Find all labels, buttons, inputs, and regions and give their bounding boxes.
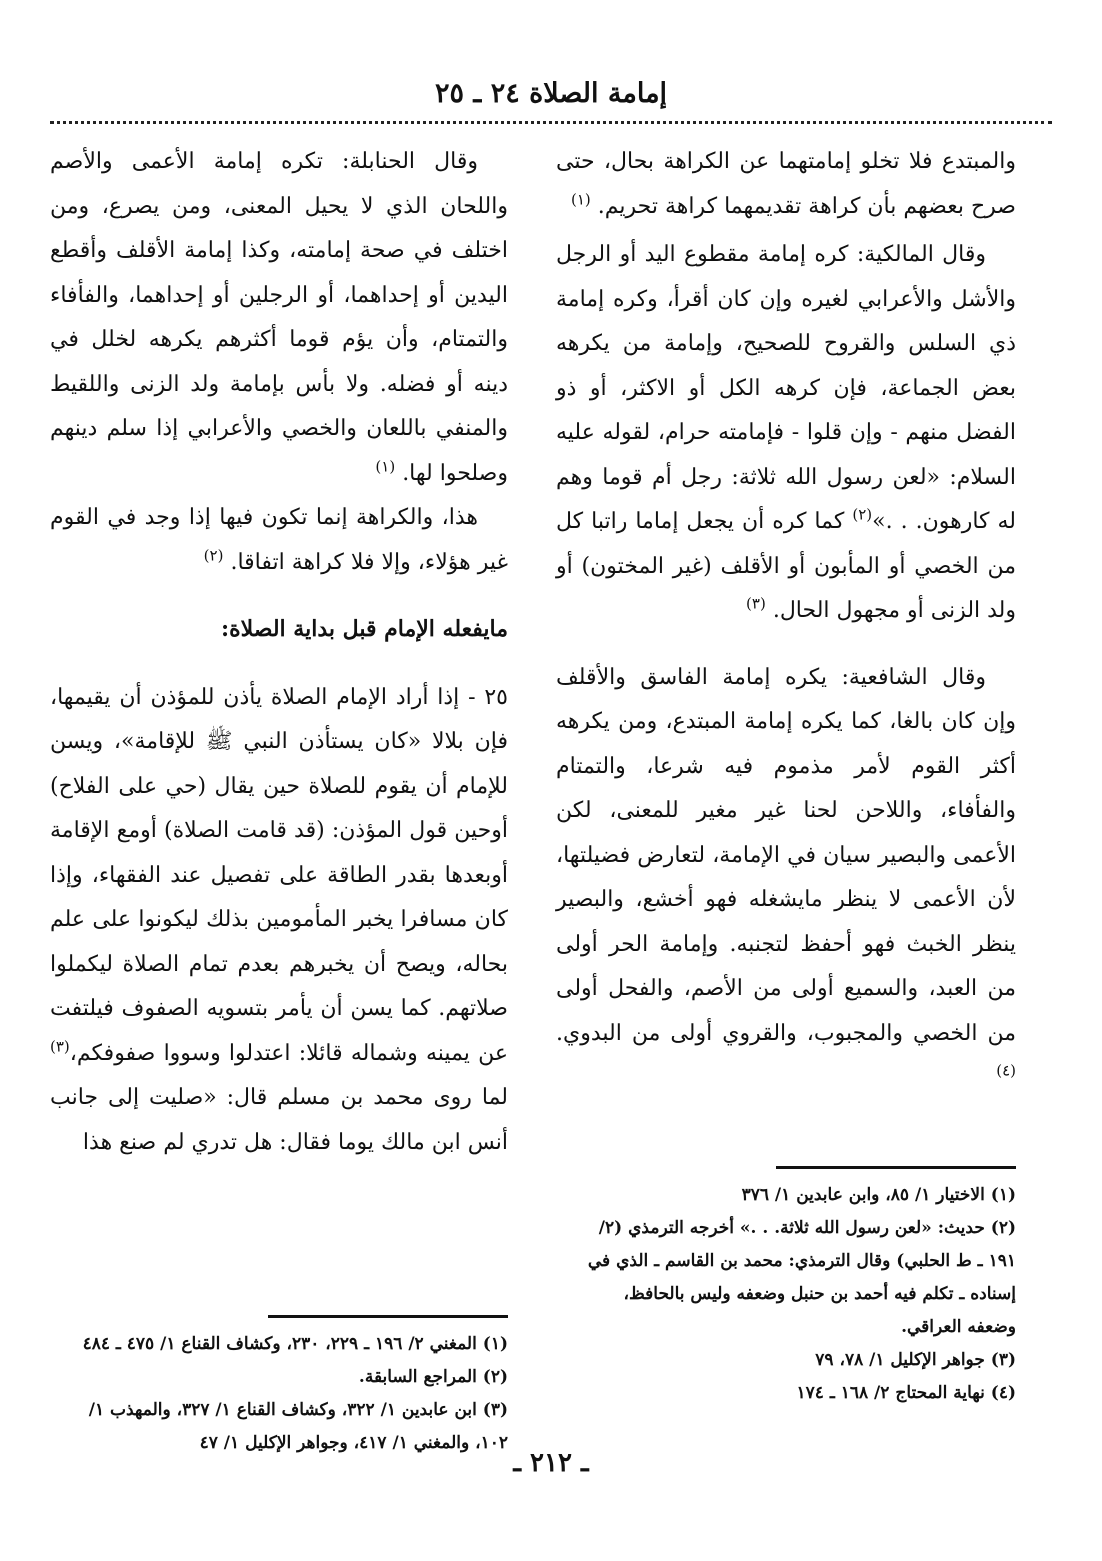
right-paragraph-1: والمبتدع فلا تخلو إمامتهما عن الكراهة بحال، حتى صرح بعضهم بأن كراهة تقديمهما كراهة تحريم. $^{(١)}$ <box>556 149 1016 219</box>
footnotes-left <box>50 1315 508 1460</box>
footnote: (١) المغني ٢/ ١٩٦ ـ ٢٢٩، ٢٣٠، وكشاف القناع ١/ ٤٧٥ ـ ٤٨٤ <box>82 1334 508 1354</box>
header-dotted-divider <box>50 121 1052 124</box>
footnote-ref: (٣) <box>746 594 766 613</box>
left-paragraph-karaha: هذا، والكراهة إنما تكون فيها إذا وجد في القوم غير هؤلاء، وإلا فلا كراهة اتفاقا. $^{(٢)}$ <box>50 505 508 575</box>
footnote-ref: (٢) <box>203 546 224 565</box>
right-paragraph-malikiyya: وقال المالكية: كره إمامة مقطوع اليد أو الرجل والأشل والأعرابي لغيره وإن كان أقرأ، وكره إمامة ذي السلس والقروح للصحيح، وإمامة من يكرهه بعض الجماعة، فإن كرهه الكل أو الاكثر، أو ذو الفضل منهم - وإن قلوا - فإمامته حرام، لقوله عليه السلام: «لعن رسول الله ثلاثة: رجل أم قوما وهم له كارهون. . .»$^{(٢)}$ كما كره أن يجعل إماما راتبا كل من الخصي أو المأبون أو الأقلف (غير المختون) أو ولد الزنى أو مجهول الحال. $^{(٣)}$ <box>556 242 1017 623</box>
right-column <box>556 140 1016 1101</box>
footnote-ref: (١) <box>375 457 396 476</box>
left-paragraph-hanabila: وقال الحنابلة: تكره إمامة الأعمى والأصم واللحان الذي لا يحيل المعنى، ومن يصرع، ومن اختلف في صحة إمامته، وكذا إمامة الأقلف وأقطع اليدين أو إحداهما، أو الرجلين أو إحداهما، والفأفاء والتمتام، وأن يؤم قوما أكثرهم يكرهه لخلل في دينه أو فضله. ولا بأس بإمامة ولد الزنى واللقيط والمنفي باللعان والخصي والأعرابي إذا سلم دينهم وصلحوا لها. $^{(١)}$ <box>50 149 508 486</box>
footnote: (٢) المراجع السابقة. <box>358 1367 508 1387</box>
footnote-ref: (٣) <box>50 1037 70 1056</box>
footnote-ref: (١) <box>570 190 591 209</box>
right-paragraph-shafiiyya: وقال الشافعية: يكره إمامة الفاسق والأقلف وإن كان بالغا، كما يكره إمامة المبتدع، ومن يكرهه أكثر القوم لأمر مذموم فيه شرعا، والتمتام والفأفاء، واللاحن لحنا غير مغير للمعنى، لكن الأعمى والبصير سيان في الإمامة، لتعارض فضيلتها، لأن الأعمى لا ينظر مايشغله فهو أخشع، والبصير ينظر الخبث فهو أحفظ لتجنبه. وإمامة الحر أولى من العبد، والسميع أولى من الأصم، والفحل أولى من الخصي والمجبوب، والقروي أولى من البدوي. $^{(٤)}$ <box>556 664 1016 1080</box>
footnote: (٤) نهاية المحتاج ٢/ ١٦٨ ـ ١٧٤ <box>796 1383 1016 1403</box>
footnote-ref: (٢) <box>852 505 873 524</box>
footnotes-right <box>576 1166 1016 1410</box>
footnote: (٣) جواهر الإكليل ١/ ٧٨، ٧٩ <box>815 1350 1016 1370</box>
footnote-rule <box>268 1315 508 1318</box>
page-number: ـ ٢١٢ ـ <box>513 1448 589 1478</box>
running-title: إمامة الصلاة ٢٤ ـ ٢٥ <box>434 78 668 109</box>
footnote: (٢) حديث: «لعن رسول الله ثلاثة. . .» أخرجه الترمذي (٢/ ١٩١ ـ ط الحلبي) وقال الترمذي: محمد بن القاسم ـ الذي في إسناده ـ تكلم فيه أحمد بن حنبل وضعفه وليس بالحافظ، وضعفه العراقي. <box>587 1218 1016 1337</box>
footnote-ref: (٤) <box>996 1061 1016 1080</box>
footnote-rule <box>776 1166 1016 1169</box>
footnote: (٣) ابن عابدين ١/ ٣٢٢، وكشاف القناع ١/ ٣٢٧، والمهذب ١/ ١٠٢، والمغني ١/ ٤١٧، وجواهر الإكليل ١/ ٤٧ <box>88 1400 508 1453</box>
left-paragraph-section-25: ٢٥ - إذا أراد الإمام الصلاة يأذن للمؤذن أن يقيمها، فإن بلالا «كان يستأذن النبي ﷺ للإقامة»، ويسن للإمام أن يقوم للصلاة حين يقال (حي على الفلاح) أوحين قول المؤذن: (قد قامت الصلاة) أومع الإقامة أوبعدها بقدر الطاقة على تفصيل عند الفقهاء، وإذا كان مسافرا يخبر المأمومين بذلك ليكونوا على علم بحاله، ويصح أن يخبرهم بعدم تمام الصلاة ليكملوا صلاتهم. كما يسن أن يأمر بتسويه الصفوف فيلتفت عن يمينه وشماله قائلا: اعتدلوا وسووا صفوفكم،$^{(٣)}$ لما روى محمد بن مسلم قال: «صليت إلى جانب أنس ابن مالك يوما فقال: هل تدري لم صنع هذا <box>50 684 508 1155</box>
footnote: (١) الاختيار ١/ ٨٥، وابن عابدين ١/ ٣٧٦ <box>741 1185 1016 1205</box>
section-heading: مايفعله الإمام قبل بداية الصلاة: <box>220 616 508 642</box>
left-column <box>50 140 508 1165</box>
